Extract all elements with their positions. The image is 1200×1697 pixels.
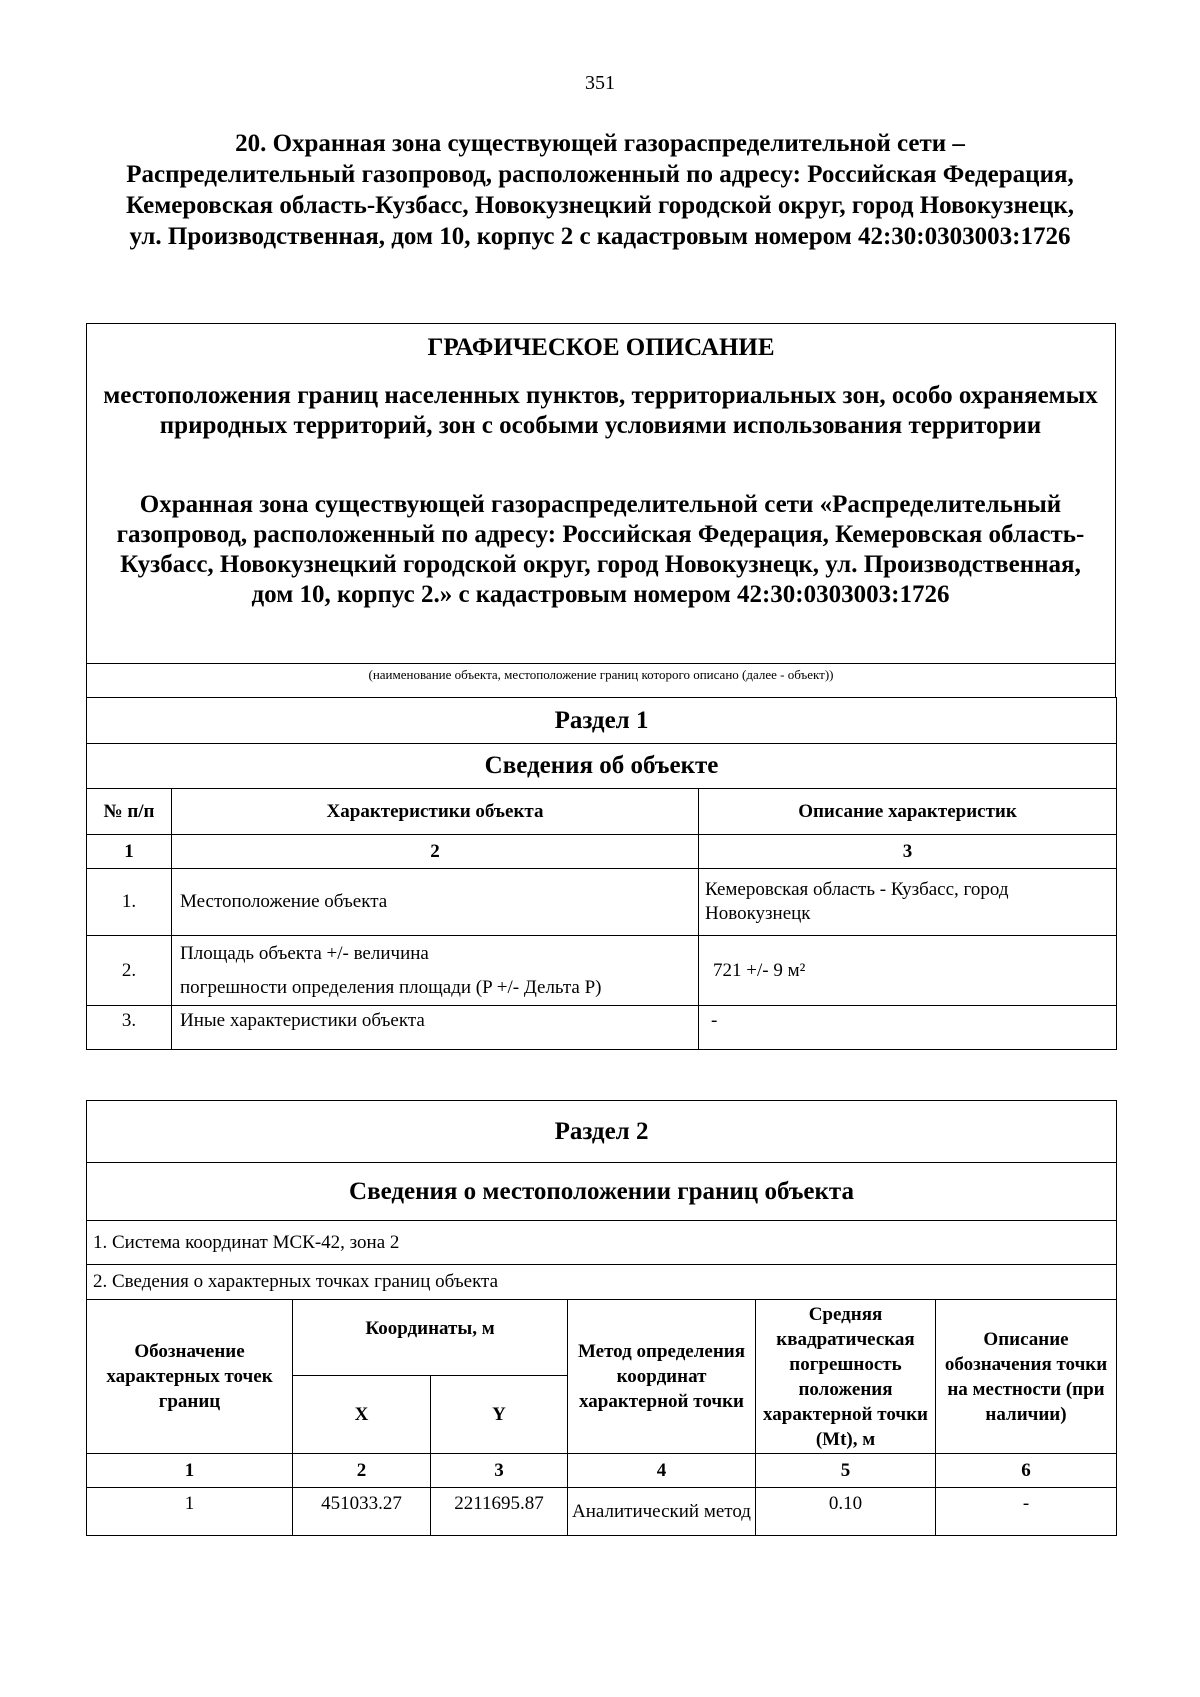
- row-description: -: [699, 1006, 1117, 1050]
- column-number: 2: [172, 835, 699, 869]
- main-title: 20. Охранная зона существующей газораспределительной сети – Распределительный газопровод, расположенный по адресу: Российская Федерация, Кемеровская область-Кузбасс, Новокузнецкий городской округ, город Новокузнецк, ул. Производственная, дом 10, корпус 2 с кадастровым номером 42:30:0303003:1726: [125, 130, 1075, 250]
- column-number: 4: [568, 1454, 756, 1488]
- section1-subtitle: Сведения об объекте: [87, 744, 1117, 789]
- table-row: [87, 1488, 1117, 1536]
- column-number: 1: [87, 1454, 293, 1488]
- column-number: 3: [431, 1454, 568, 1488]
- point-description: -: [936, 1488, 1117, 1536]
- graphic-description-subheading: местоположения границ населенных пунктов, территориальных зон, особо охраняемых природных территорий, зон с особыми условиями использования территории: [103, 382, 1098, 439]
- points-caption: 2. Сведения о характерных точках границ объекта: [87, 1265, 1117, 1300]
- point-number: 1: [87, 1488, 293, 1536]
- column-header-characteristic: Характеристики объекта: [172, 789, 699, 835]
- point-method: Аналитический метод: [568, 1488, 756, 1536]
- row-number: 2.: [87, 936, 172, 1006]
- point-y: 2211695.87: [431, 1488, 568, 1536]
- row-characteristic: [172, 936, 699, 1006]
- column-header-method: Метод определения координат характерной точки: [568, 1300, 756, 1454]
- column-header-number: № п/п: [87, 789, 172, 835]
- row-number: 1.: [87, 869, 172, 936]
- row-characteristic: Местоположение объекта: [172, 869, 699, 936]
- column-header-point-description: Описание обозначения точки на местности (при наличии): [936, 1300, 1117, 1454]
- section2-table: [86, 1100, 1117, 1536]
- object-caption: (наименование объекта, местоположение границ которого описано (далее - объект)): [87, 663, 1115, 698]
- row-description: Кемеровская область - Кузбасс, город Новокузнецк: [699, 869, 1117, 936]
- page-number: 351: [585, 72, 615, 94]
- column-number: 3: [699, 835, 1117, 869]
- column-number: 6: [936, 1454, 1117, 1488]
- column-number: 5: [756, 1454, 936, 1488]
- table-row: [87, 936, 1117, 1006]
- point-x: 451033.27: [293, 1488, 431, 1536]
- row-characteristic-line: Площадь объекта +/- величина: [180, 942, 429, 964]
- table-row: [87, 869, 1117, 936]
- column-header-error: Средняя квадратическая погрешность положения характерной точки (Mt), м: [756, 1300, 936, 1454]
- section1-table: [86, 697, 1117, 1050]
- object-name: Охранная зона существующей газораспределительной сети «Распределительный газопровод, расположенный по адресу: Российская Федерация, Кемеровская область-Кузбасс, Новокузнецкий городской округ, город Новокузнецк, ул. Производственная, дом 10, корпус 2.» с кадастровым номером 42:30:0303003:1726: [116, 491, 1085, 608]
- column-header-y: Y: [431, 1376, 568, 1454]
- section2-subtitle: Сведения о местоположении границ объекта: [87, 1163, 1117, 1221]
- row-characteristic-line: погрешности определения площади (P +/- Дельта P): [180, 976, 602, 998]
- column-header-description: Описание характеристик: [699, 789, 1117, 835]
- row-number: 3.: [87, 1006, 172, 1050]
- coordinate-system: 1. Система координат МСК-42, зона 2: [87, 1221, 1117, 1265]
- graphic-description-heading: ГРАФИЧЕСКОЕ ОПИСАНИЕ: [427, 334, 775, 361]
- row-description: 721 +/- 9 м²: [699, 936, 1117, 1006]
- section1-title: Раздел 1: [87, 698, 1117, 744]
- row-characteristic: Иные характеристики объекта: [172, 1006, 699, 1050]
- section2-title: Раздел 2: [87, 1101, 1117, 1163]
- column-number: 1: [87, 835, 172, 869]
- point-error: 0.10: [756, 1488, 936, 1536]
- column-header-designation: Обозначение характерных точек границ: [87, 1300, 293, 1454]
- header-box: [86, 323, 1116, 697]
- column-header-coordinates: Координаты, м: [293, 1300, 568, 1376]
- column-header-x: X: [293, 1376, 431, 1454]
- table-row: [87, 1006, 1117, 1050]
- column-number: 2: [293, 1454, 431, 1488]
